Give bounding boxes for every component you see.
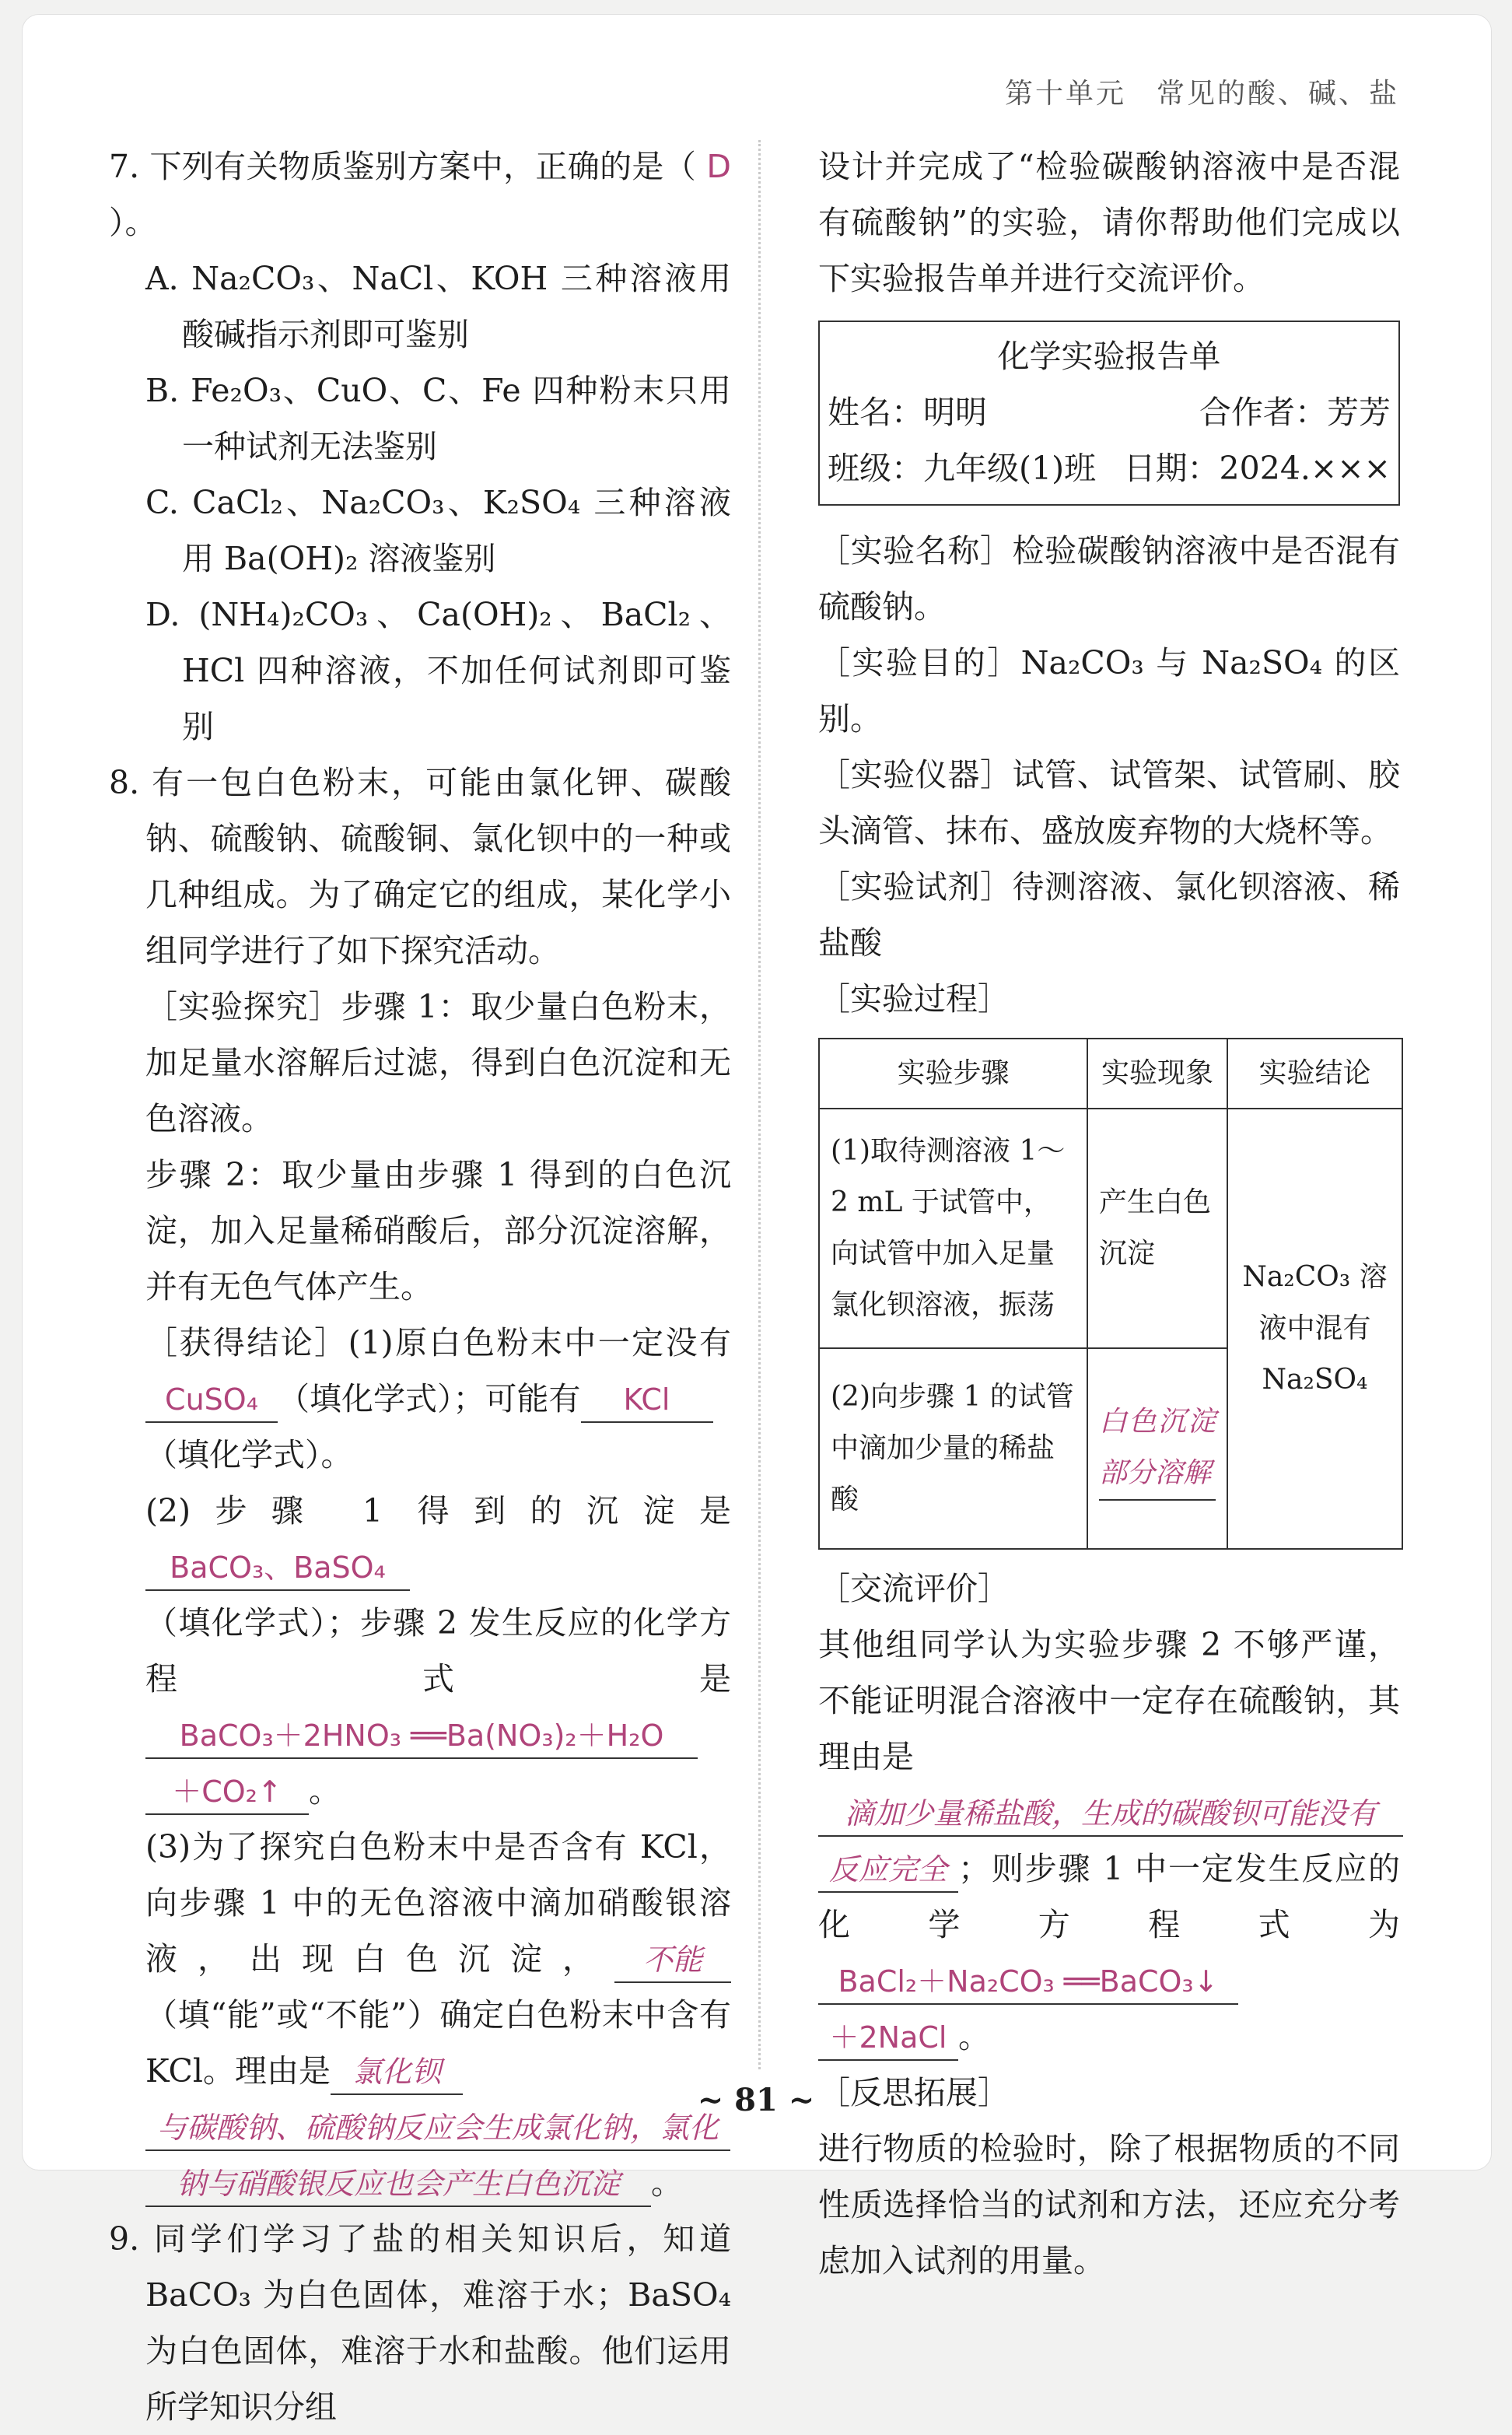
reflect-title: ［反思拓展］: [818, 2074, 1010, 2111]
answer-blank: CuSO₄: [145, 1378, 278, 1423]
answer-blank: BaCO₃、BaSO₄: [145, 1546, 410, 1591]
q8-conclusion-3: (3)为了探究白色粉末中是否含有 KCl，向步骤 1 中的无色溶液中滴加硝酸银溶液，出现白色沉淀， 不能（填“能”或“不能”）确定白色粉末中含有 KCl。理由是 氯化钡 与碳酸钠、硫酸钠反应会生成氯化钠，氯化 钠与硝酸银反应也会产生白色沉淀 。: [109, 1819, 731, 2211]
q8-stem: 8. 有一包白色粉末，可能由氯化钾、碳酸钠、硫酸钠、硫酸铜、氯化钡中的一种或几种组成。为了确定它的组成，某化学小组同学进行了如下探究活动。: [109, 764, 731, 969]
q8-conclusion-1: ［获得结论］(1)原白色粉末中一定没有 CuSO₄ （填化学式）；可能有 KCl （填化学式）。: [145, 1324, 731, 1473]
report-partner: 合作者：芳芳: [1199, 394, 1391, 431]
answer-blank: 不能: [614, 1938, 731, 1983]
table-header: 实验现象: [1087, 1039, 1227, 1109]
exp-name: ［实验名称］检验碳酸钠溶液中是否混有硫酸钠。: [818, 532, 1400, 625]
column-divider: [758, 140, 761, 2069]
report-class: 班级：九年级(1)班: [828, 450, 1097, 487]
experiment-table: [818, 1038, 1403, 1550]
exp-process: ［实验过程］: [818, 980, 1010, 1018]
q8-step1: ［实验探究］步骤 1：取少量白色粉末，加足量水溶解后过滤，得到白色沉淀和无色溶液。: [145, 988, 731, 1137]
reflect-text: 进行物质的检验时，除了根据物质的不同性质选择恰当的试剂和方法，还应充分考虑加入试剂的用量。: [818, 2130, 1400, 2279]
exp-reagents: ［实验试剂］待测溶液、氯化钡溶液、稀盐酸: [818, 868, 1400, 962]
table-header: 实验步骤: [819, 1039, 1087, 1109]
table-cell: Na₂CO₃ 溶液中混有 Na₂SO₄: [1227, 1109, 1402, 1549]
table-row: [819, 1109, 1402, 1348]
running-header: 第十单元 常见的酸、碱、盐: [1004, 78, 1399, 110]
exp-goal: ［实验目的］Na₂CO₃ 与 Na₂SO₄ 的区别。: [818, 644, 1400, 738]
q7-option-d: D. (NH₄)₂CO₃、Ca(OH)₂、BaCl₂、HCl 四种溶液，不加任何试剂即可鉴别: [145, 596, 731, 745]
page-number: ~ 81 ~: [697, 2082, 815, 2118]
table-cell: (2)向步骤 1 的试管中滴加少量的稀盐酸: [819, 1348, 1087, 1549]
report-title: 化学实验报告单: [997, 338, 1221, 375]
q7-answer: D: [706, 148, 731, 185]
answer-blank: KCl: [581, 1378, 713, 1423]
table-cell: 产生白色沉淀: [1087, 1109, 1227, 1348]
q9-stem: 9. 同学们学习了盐的相关知识后，知道 BaCO₃ 为白色固体，难溶于水；BaSO₄ 为白色固体，难溶于水和盐酸。他们运用所学知识分组: [109, 2220, 731, 2426]
answer-blank: 与碳酸钠、硫酸钠反应会生成氯化钠，氯化: [145, 2106, 730, 2151]
q8-conclusion-2: (2)步骤 1 得到的沉淀是BaCO₃、BaSO₄ （填化学式）；步骤 2 发生反应的化学方程式是BaCO₃＋2HNO₃ ══Ba(NO₃)₂＋H₂O ＋CO₂↑ 。: [109, 1483, 731, 1819]
answer-blank: ＋CO₂↑: [145, 1770, 309, 1815]
report-name: 姓名：明明: [828, 394, 987, 431]
eval-title: ［交流评价］: [818, 1570, 1010, 1607]
answer-blank: 滴加少量稀盐酸，生成的碳酸钡可能没有: [818, 1792, 1403, 1837]
table-cell: (1)取待测溶液 1～2 mL 于试管中，向试管中加入足量氯化钡溶液，振荡: [819, 1109, 1087, 1348]
exp-instruments: ［实验仪器］试管、试管架、试管刷、胶头滴管、抹布、盛放废弃物的大烧杯等。: [818, 756, 1400, 850]
answer-blank: 钠与硝酸银反应也会产生白色沉淀: [145, 2162, 651, 2207]
q7-option-a: A. Na₂CO₃、NaCl、KOH 三种溶液用酸碱指示剂即可鉴别: [145, 260, 731, 353]
report-date: 日期：2024.×××: [1123, 450, 1391, 487]
eval-text: 其他组同学认为实验步骤 2 不够严谨，不能证明混合溶液中一定存在硫酸钠，其理由是 滴加少量稀盐酸，生成的碳酸钡可能没有 反应完全 ；则步骤 1 中一定发生反应的化学方程式为BaCl₂＋Na₂CO₃ ══BaCO₃↓ ＋2NaCl 。: [818, 1617, 1400, 2065]
answer-blank: ＋2NaCl: [818, 2016, 958, 2061]
right-column: [818, 138, 1400, 2289]
answer-blank: 氯化钡: [331, 2050, 463, 2095]
q7-stem: 7. 下列有关物质鉴别方案中，正确的是（ D ）。: [109, 148, 731, 241]
answer-blank: 反应完全: [818, 1848, 958, 1893]
table-cell: [1087, 1348, 1227, 1549]
q9-continuation: 设计并完成了“检验碳酸钠溶液中是否混有硫酸钠”的实验，请你帮助他们完成以下实验报告单并进行交流评价。: [818, 148, 1400, 297]
table-header: 实验结论: [1227, 1039, 1402, 1109]
answer-blank: BaCO₃＋2HNO₃ ══Ba(NO₃)₂＋H₂O: [145, 1714, 698, 1759]
table-header-row: [819, 1039, 1402, 1109]
report-card: [818, 321, 1400, 506]
q7-option-c: C. CaCl₂、Na₂CO₃、K₂SO₄ 三种溶液用 Ba(OH)₂ 溶液鉴别: [145, 484, 731, 577]
answer-blank: BaCl₂＋Na₂CO₃ ══BaCO₃↓: [818, 1960, 1238, 2005]
q7-option-b: B. Fe₂O₃、CuO、C、Fe 四种粉末只用一种试剂无法鉴别: [145, 372, 731, 465]
q8-step2: 步骤 2：取少量由步骤 1 得到的白色沉淀，加入足量稀硝酸后，部分沉淀溶解，并有无色气体产生。: [145, 1156, 731, 1305]
answer-blank: 白色沉淀部分溶解: [1099, 1396, 1216, 1501]
